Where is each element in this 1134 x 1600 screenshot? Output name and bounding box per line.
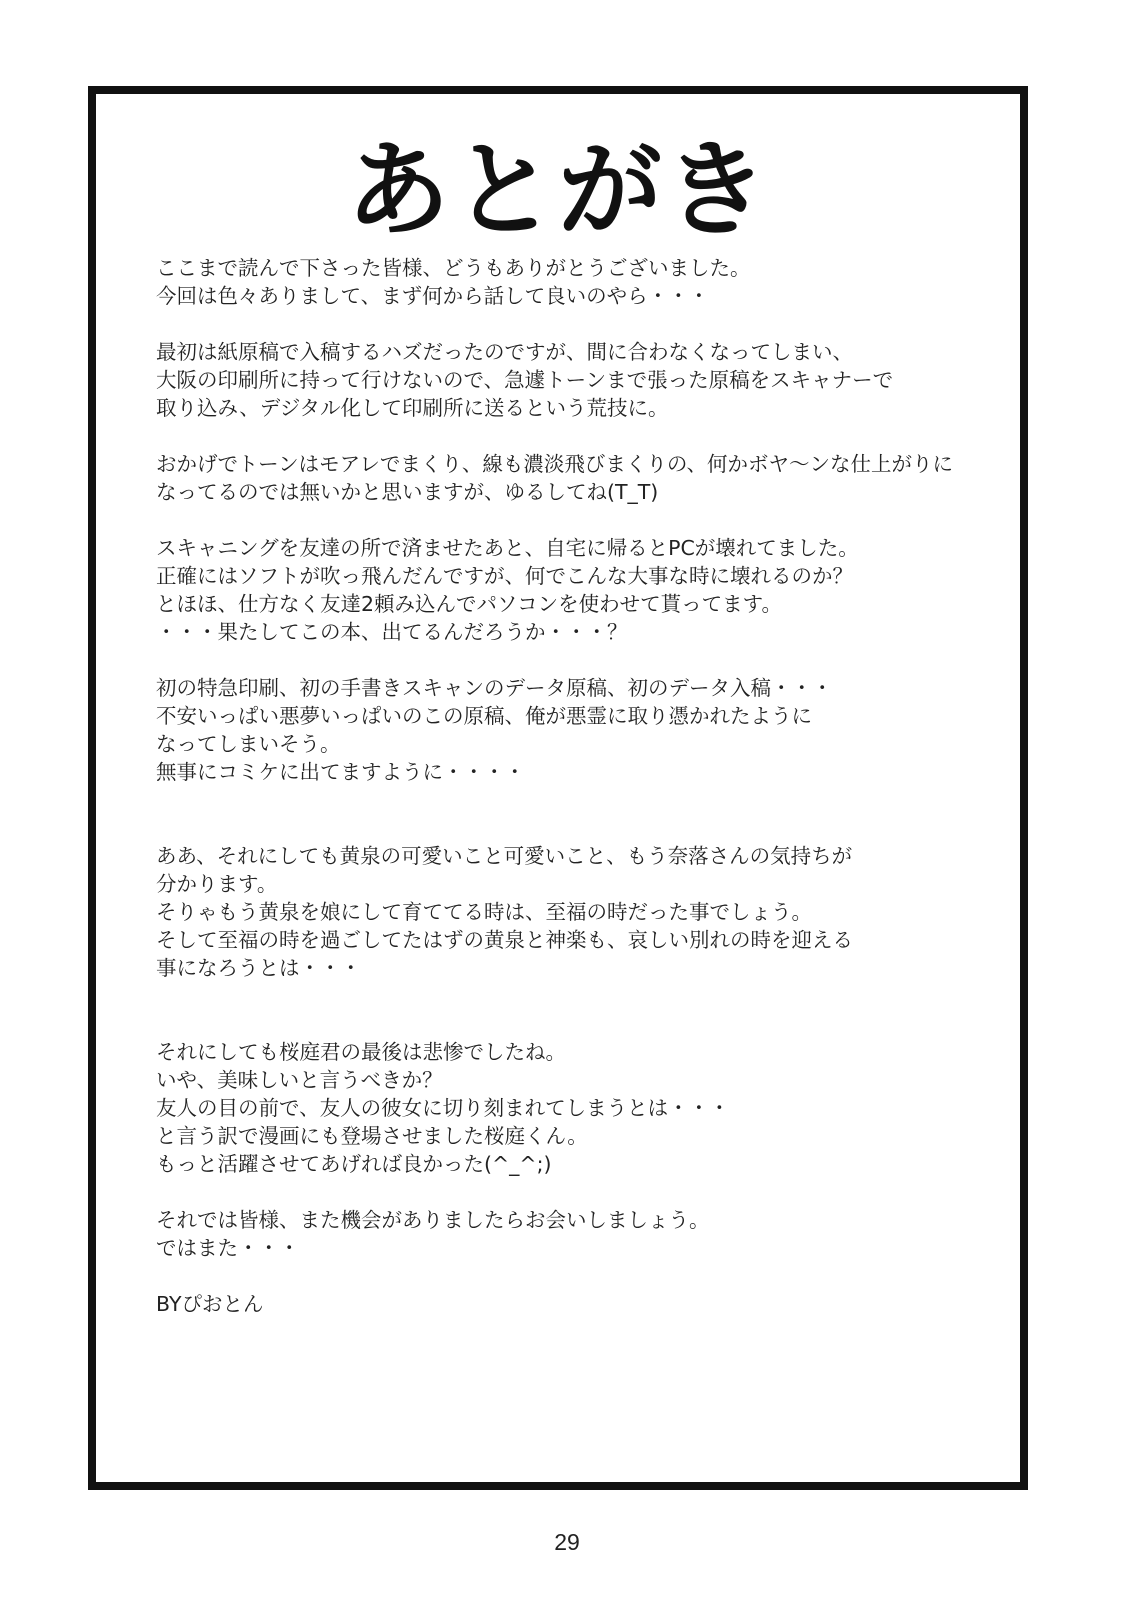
text-line: 正確にはソフトが吹っ飛んだんですが、何でこんな大事な時に壊れるのか？ [156, 564, 853, 588]
text-line: 大阪の印刷所に持って行けないので、急遽トーンまで張った原稿をスキャナーで [156, 368, 894, 392]
page-frame [88, 86, 1028, 1490]
paragraph-farewell [156, 1206, 986, 1262]
paragraph-manuscript [156, 338, 986, 422]
page-title: あとがき [345, 129, 770, 251]
text-line: スキャニングを友達の所で済ませたあと、自宅に帰るとPCが壊れてました。 [156, 536, 859, 560]
paragraph-firsts [156, 674, 986, 786]
text-line: なってしまいそう。 [156, 732, 341, 756]
page-number: 29 [554, 1529, 580, 1555]
author-signature: BYぴおとん [156, 1292, 264, 1316]
text-line: 友人の目の前で、友人の彼女に切り刻まれてしまうとは・・・ [156, 1096, 730, 1120]
paragraph-yomi [156, 842, 986, 982]
text-line: ここまで読んで下さった皆様、どうもありがとうございました。 [156, 256, 751, 280]
text-line: それにしても桜庭君の最後は悲惨でしたね。 [156, 1040, 566, 1064]
text-line: 取り込み、デジタル化して印刷所に送るという荒技に。 [156, 396, 669, 420]
text-line: 不安いっぱい悪夢いっぱいのこの原稿、俺が悪霊に取り憑かれたように [156, 704, 812, 728]
text-line: 最初は紙原稿で入稿するハズだったのですが、間に合わなくなってしまい、 [156, 340, 853, 364]
text-line: と言う訳で漫画にも登場させました桜庭くん。 [156, 1124, 588, 1148]
text-line: それでは皆様、また機会がありましたらお会いしましょう。 [156, 1208, 710, 1232]
paragraph-sakuraba [156, 1038, 986, 1178]
text-line: 今回は色々ありまして、まず何から話して良いのやら・・・ [156, 284, 710, 308]
text-line: おかげでトーンはモアレでまくり、線も濃淡飛びまくりの、何かボヤ～ンな仕上がりに [156, 452, 954, 476]
text-line: もっと活躍させてあげれば良かった(^_^;) [156, 1152, 552, 1176]
text-line: そりゃもう黄泉を娘にして育ててる時は、至福の時だった事でしょう。 [156, 900, 812, 924]
paragraph-scanning [156, 534, 986, 646]
text-line: とほほ、仕方なく友達2頼み込んでパソコンを使わせて貰ってます。 [156, 592, 782, 616]
text-line: なってるのでは無いかと思いますが、ゆるしてね(T_T) [156, 480, 659, 504]
text-line: ああ、それにしても黄泉の可愛いこと可愛いこと、もう奈落さんの気持ちが [156, 844, 853, 868]
paragraph-tone [156, 450, 986, 506]
text-line: いや、美味しいと言うべきか？ [156, 1068, 443, 1092]
paragraph-greeting [156, 254, 986, 310]
text-line: 事になろうとは・・・ [156, 956, 361, 980]
text-line: ではまた・・・ [156, 1236, 300, 1260]
text-line: そして至福の時を過ごしてたはずの黄泉と神楽も、哀しい別れの時を迎える [156, 928, 853, 952]
text-line: 無事にコミケに出てますように・・・・ [156, 760, 525, 784]
afterword-body [156, 254, 986, 1318]
text-line: 初の特急印刷、初の手書きスキャンのデータ原稿、初のデータ入稿・・・ [156, 676, 833, 700]
text-line: ・・・果たしてこの本、出てるんだろうか・・・？ [156, 620, 628, 644]
text-line: 分かります。 [156, 872, 278, 896]
